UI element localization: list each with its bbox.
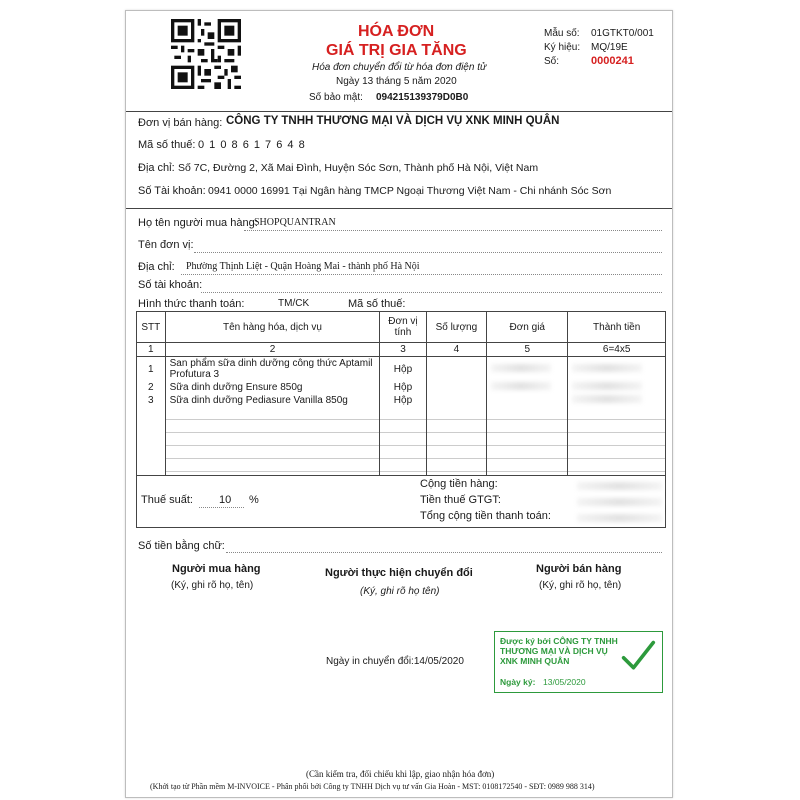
buyer-tax-label: Mã số thuế: bbox=[348, 298, 406, 310]
grand-total-label: Tổng cộng tiền thanh toán: bbox=[420, 509, 551, 522]
buyer-unit-label: Tên đơn vị: bbox=[138, 239, 194, 251]
dotted-line bbox=[181, 274, 662, 275]
row-price bbox=[487, 357, 568, 382]
buyer-signature-note: (Ký, ghi rõ họ, tên) bbox=[171, 580, 254, 591]
empty-cell bbox=[137, 407, 166, 475]
seller-account-label: Số Tài khoản: bbox=[138, 185, 206, 197]
row-amount bbox=[568, 394, 666, 407]
row-name: San phẩm sữa dinh dưỡng công thức Aptamil Profutura 3 bbox=[165, 357, 380, 382]
security-code-value: 09421513937​9D0B0 bbox=[376, 92, 469, 103]
subtotal-label: Cộng tiền hàng: bbox=[420, 477, 498, 490]
buyer-signature-title: Người mua hàng bbox=[172, 563, 261, 575]
redacted-value bbox=[572, 364, 642, 372]
row-name: Sữa dinh dưỡng Pediasure Vanilla 850g bbox=[165, 394, 380, 407]
invoice-title-vat: GIÁ TRỊ GIA TĂNG bbox=[326, 42, 467, 59]
buyer-name-label: Họ tên người mua hàng: bbox=[138, 217, 258, 229]
index-cell: 3 bbox=[380, 343, 426, 357]
row-unit: Hộp bbox=[380, 381, 426, 394]
stamp-signed-by: Được ký bởi CÔNG TY TNHH THƯƠNG MẠI VÀ DỊCH VỤ XNK MINH QUÂN bbox=[500, 636, 618, 666]
redacted-value bbox=[491, 364, 551, 372]
index-cell: 1 bbox=[137, 343, 166, 357]
table-empty-row bbox=[137, 407, 666, 475]
seller-tax-value: 0 1 0 8 6 1 7 6 4 8 bbox=[198, 139, 306, 151]
converter-signature-note: (Ký, ghi rõ họ tên) bbox=[360, 586, 440, 597]
vat-amount-label: Tiền thuế GTGT: bbox=[420, 493, 501, 506]
seller-unit-label: Đơn vị bán hàng: bbox=[138, 117, 223, 129]
row-qty bbox=[426, 394, 487, 407]
seller-address-label: Địa chỉ: bbox=[138, 162, 175, 174]
stamp-date-value: 13/05/2020 bbox=[543, 677, 586, 687]
redacted-value bbox=[577, 498, 662, 506]
empty-cell bbox=[426, 407, 487, 475]
row-stt: 3 bbox=[137, 394, 166, 407]
divider bbox=[126, 208, 672, 209]
conversion-date: Ngày in chuyển đổi:14/05/2020 bbox=[326, 656, 464, 667]
index-cell: 2 bbox=[165, 343, 380, 357]
dotted-line bbox=[244, 230, 662, 231]
invoice-subtitle: Hóa đơn chuyển đổi từ hóa đơn điện tử bbox=[312, 62, 487, 73]
invoice-number-label: Số: bbox=[544, 56, 560, 67]
digital-signature-stamp bbox=[494, 631, 663, 693]
col-unit: Đơn vị tính bbox=[380, 312, 426, 343]
empty-cell bbox=[487, 407, 568, 475]
row-qty bbox=[426, 381, 487, 394]
form-number-value: 01GTKT0/001 bbox=[591, 28, 654, 39]
buyer-address-value: Phường Thịnh Liệt - Quận Hoàng Mai - thành phố Hà Nội bbox=[186, 261, 420, 272]
index-cell: 6=4x5 bbox=[568, 343, 666, 357]
row-price bbox=[487, 394, 568, 407]
invoice-number-value: 0000241 bbox=[591, 55, 634, 67]
redacted-value bbox=[572, 382, 642, 390]
seller-signature-title: Người bán hàng bbox=[536, 563, 622, 575]
seller-account-value: 0941 0000 16991 Tại Ngân hàng TMCP Ngoại Thương Việt Nam - Chi nhánh Sóc Sơn bbox=[208, 185, 612, 197]
payment-method-value: TM/CK bbox=[278, 298, 310, 309]
items-table bbox=[136, 311, 666, 528]
symbol-label: Ký hiệu: bbox=[544, 42, 581, 53]
footer-provider-note: (Khởi tạo từ Phần mềm M-INVOICE - Phân phối bởi Công ty TNHH Dịch vụ tư vấn Gia Hoàn - MST: 0108172540 - SĐT: 0989 988 314) bbox=[150, 782, 595, 791]
row-price bbox=[487, 381, 568, 394]
dotted-line bbox=[199, 507, 244, 508]
col-stt: STT bbox=[137, 312, 166, 343]
table-row bbox=[137, 394, 666, 407]
redacted-value bbox=[577, 482, 662, 490]
vat-rate-unit: % bbox=[249, 493, 259, 506]
empty-cell bbox=[380, 407, 426, 475]
invoice-title: HÓA ĐƠN bbox=[358, 23, 435, 40]
seller-unit-value: CÔNG TY TNHH THƯƠNG MẠI VÀ DỊCH VỤ XNK MINH QUÂN bbox=[226, 115, 560, 127]
form-number-label: Mẫu số: bbox=[544, 28, 580, 39]
table-row bbox=[137, 357, 666, 382]
index-cell: 5 bbox=[487, 343, 568, 357]
redacted-value bbox=[491, 382, 551, 390]
table-header-row bbox=[137, 312, 666, 343]
col-amount: Thành tiền bbox=[568, 312, 666, 343]
footer-check-note: (Cần kiểm tra, đối chiếu khi lập, giao nhận hóa đơn) bbox=[306, 769, 495, 779]
dotted-line bbox=[194, 252, 662, 253]
dotted-line bbox=[201, 292, 662, 293]
payment-method-label: Hình thức thanh toán: bbox=[138, 298, 245, 310]
row-unit: Hộp bbox=[380, 357, 426, 382]
row-stt: 1 bbox=[137, 357, 166, 382]
vat-rate-value: 10 bbox=[219, 493, 232, 506]
buyer-name-value: SHOPQUANTRAN bbox=[254, 217, 336, 228]
security-code-label: Số bảo mật: bbox=[309, 92, 363, 103]
amount-in-words-label: Số tiền bằng chữ: bbox=[138, 540, 225, 552]
row-amount bbox=[568, 357, 666, 382]
index-cell: 4 bbox=[426, 343, 487, 357]
stamp-date-label: Ngày ký: bbox=[500, 677, 536, 687]
table-index-row bbox=[137, 343, 666, 357]
buyer-address-label: Địa chỉ: bbox=[138, 261, 175, 273]
totals-cell bbox=[137, 475, 666, 527]
seller-tax-label: Mã số thuế: bbox=[138, 139, 196, 151]
col-name: Tên hàng hóa, dịch vụ bbox=[165, 312, 380, 343]
seller-signature-note: (Ký, ghi rõ họ, tên) bbox=[539, 580, 622, 591]
col-price: Đơn giá bbox=[487, 312, 568, 343]
row-stt: 2 bbox=[137, 381, 166, 394]
qr-code-icon bbox=[171, 19, 241, 89]
divider bbox=[126, 111, 672, 112]
row-amount bbox=[568, 381, 666, 394]
converter-signature-title: Người thực hiện chuyển đổi bbox=[325, 567, 473, 579]
row-qty bbox=[426, 357, 487, 382]
dotted-line bbox=[226, 552, 662, 553]
seller-address-value: Số 7C, Đường 2, Xã Mai Đình, Huyện Sóc Sơn, Thành phố Hà Nội, Việt Nam bbox=[178, 162, 539, 174]
symbol-value: MQ/19E bbox=[591, 42, 628, 53]
row-unit: Hộp bbox=[380, 394, 426, 407]
table-row bbox=[137, 381, 666, 394]
row-name: Sữa dinh dưỡng Ensure 850g bbox=[165, 381, 380, 394]
redacted-value bbox=[572, 395, 642, 403]
totals-row bbox=[137, 475, 666, 527]
buyer-account-label: Số tài khoản: bbox=[138, 279, 203, 291]
vat-rate-label: Thuế suất: bbox=[141, 493, 193, 506]
invoice-sheet bbox=[125, 10, 673, 798]
checkmark-icon bbox=[620, 638, 656, 674]
col-qty: Số lượng bbox=[426, 312, 487, 343]
redacted-value bbox=[577, 514, 662, 522]
empty-cell bbox=[165, 407, 380, 475]
invoice-date: Ngày 13 tháng 5 năm 2020 bbox=[336, 76, 457, 87]
empty-cell bbox=[568, 407, 666, 475]
